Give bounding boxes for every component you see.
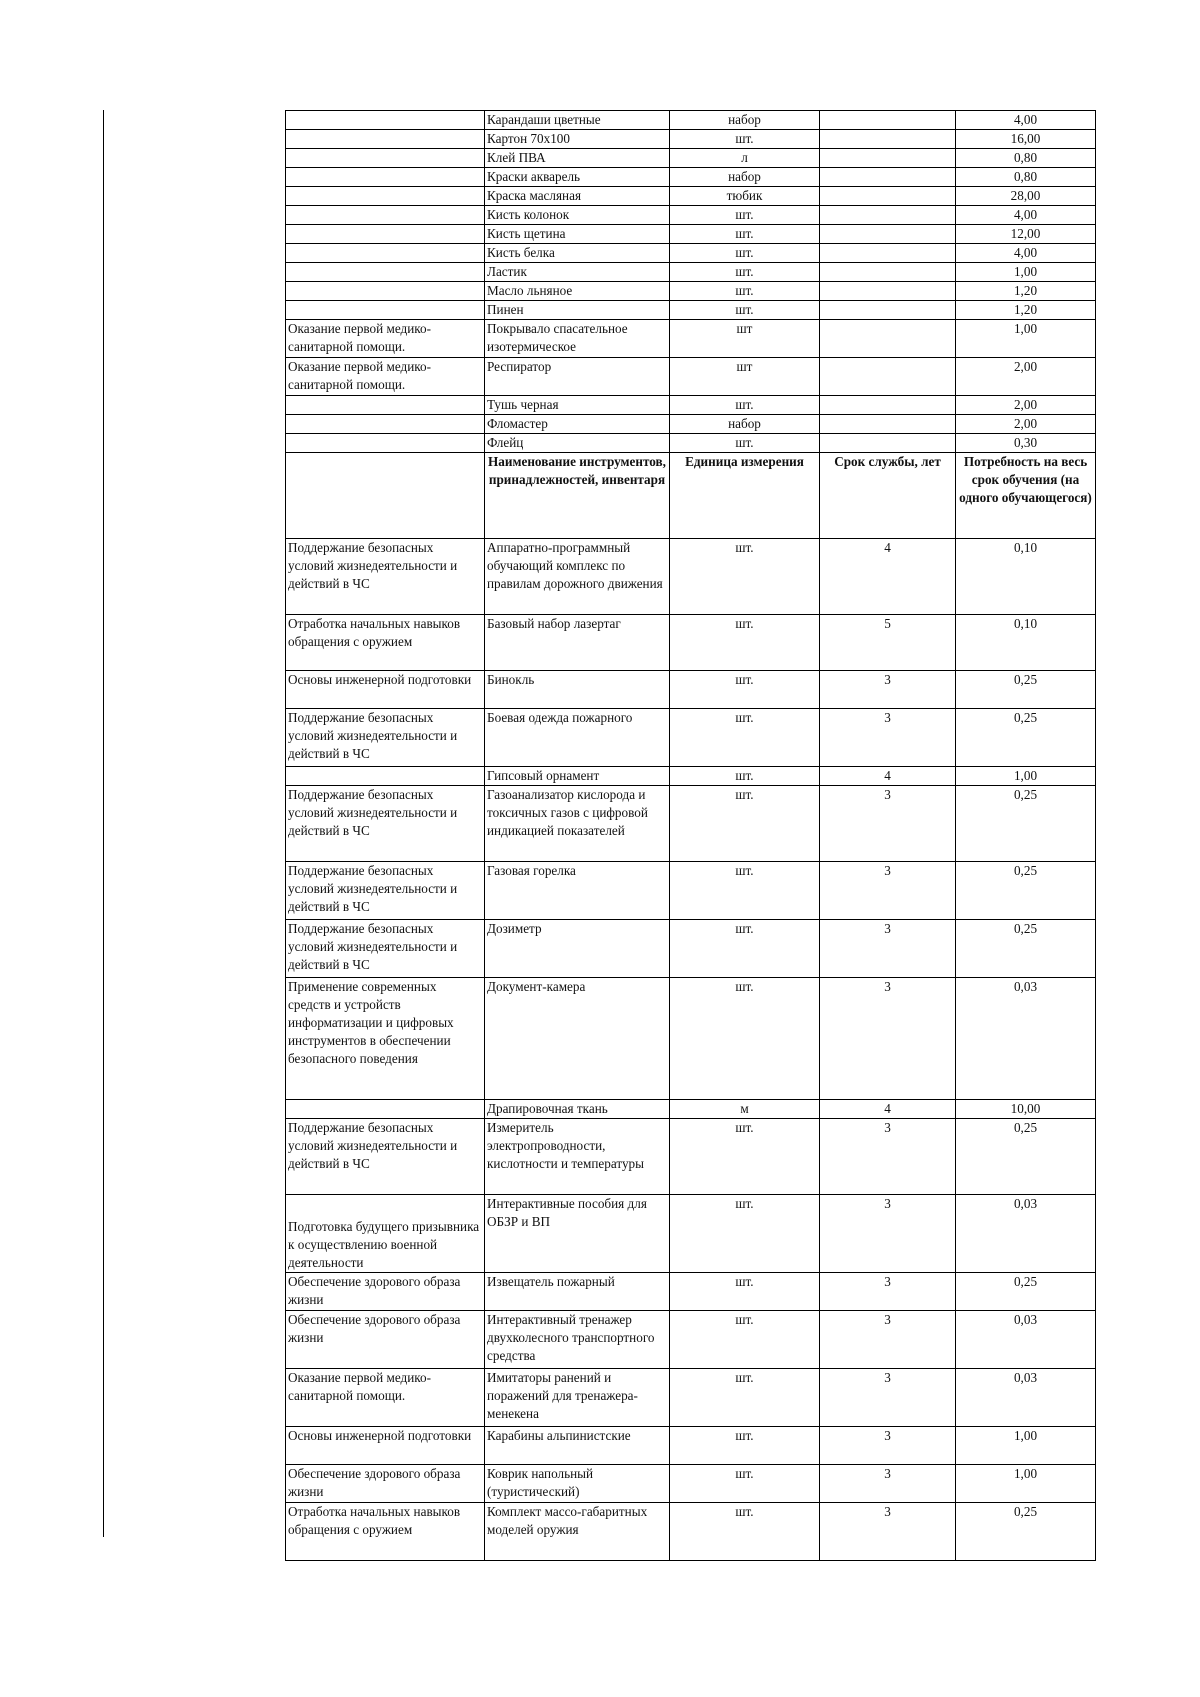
cell-unit: шт. bbox=[670, 671, 820, 709]
cell-name: Пинен bbox=[485, 301, 670, 320]
cell-area: Поддержание безопасных условий жизнедеятельности и действий в ЧС bbox=[286, 709, 485, 767]
table-row bbox=[286, 1369, 1096, 1427]
cell-name: Масло льняное bbox=[485, 282, 670, 301]
cell-unit: шт. bbox=[670, 244, 820, 263]
cell-need: 1,20 bbox=[956, 301, 1096, 320]
cell-name: Клей ПВА bbox=[485, 149, 670, 168]
cell-area: Основы инженерной подготовки bbox=[286, 1427, 485, 1465]
cell-unit: шт. bbox=[670, 978, 820, 1100]
cell-life: 3 bbox=[820, 978, 956, 1100]
table-row bbox=[286, 671, 1096, 709]
cell-area: Поддержание безопасных условий жизнедеятельности и действий в ЧС bbox=[286, 1119, 485, 1195]
cell-unit: л bbox=[670, 149, 820, 168]
cell-unit: м bbox=[670, 1100, 820, 1119]
cell-area: Отработка начальных навыков обращения с оружием bbox=[286, 615, 485, 671]
cell-unit: шт. bbox=[670, 263, 820, 282]
cell-area: Обеспечение здорового образа жизни bbox=[286, 1465, 485, 1503]
table-row bbox=[286, 1311, 1096, 1369]
cell-need: 4,00 bbox=[956, 244, 1096, 263]
cell-unit: шт. bbox=[670, 1195, 820, 1273]
cell-life: 3 bbox=[820, 786, 956, 862]
cell-name: Интерактивные пособия для ОБЗР и ВП bbox=[485, 1195, 670, 1273]
cell-unit: шт. bbox=[670, 396, 820, 415]
header-area bbox=[286, 453, 485, 539]
cell-life: 3 bbox=[820, 1311, 956, 1369]
table-row bbox=[286, 1119, 1096, 1195]
cell-name: Базовый набор лазертаг bbox=[485, 615, 670, 671]
cell-name: Интерактивный тренажер двухколесного транспортного средства bbox=[485, 1311, 670, 1369]
cell-area: Обеспечение здорового образа жизни bbox=[286, 1311, 485, 1369]
cell-unit: шт bbox=[670, 358, 820, 396]
margin-rule bbox=[103, 110, 104, 1537]
cell-life bbox=[820, 320, 956, 358]
cell-area bbox=[286, 130, 485, 149]
cell-need: 1,00 bbox=[956, 263, 1096, 282]
cell-life: 3 bbox=[820, 671, 956, 709]
cell-life bbox=[820, 358, 956, 396]
cell-name: Краска масляная bbox=[485, 187, 670, 206]
cell-need: 0,80 bbox=[956, 149, 1096, 168]
cell-need: 0,03 bbox=[956, 978, 1096, 1100]
cell-unit: шт. bbox=[670, 1311, 820, 1369]
table-row bbox=[286, 709, 1096, 767]
table-row bbox=[286, 301, 1096, 320]
cell-need: 0,10 bbox=[956, 539, 1096, 615]
table-row bbox=[286, 434, 1096, 453]
cell-name: Кисть щетина bbox=[485, 225, 670, 244]
cell-need: 0,80 bbox=[956, 168, 1096, 187]
header-life: Срок службы, лет bbox=[820, 453, 956, 539]
cell-area bbox=[286, 168, 485, 187]
cell-life: 4 bbox=[820, 1100, 956, 1119]
table-row bbox=[286, 862, 1096, 920]
table-row bbox=[286, 1273, 1096, 1311]
cell-need: 0,25 bbox=[956, 1273, 1096, 1311]
cell-need: 0,30 bbox=[956, 434, 1096, 453]
table-row bbox=[286, 615, 1096, 671]
cell-need: 1,00 bbox=[956, 320, 1096, 358]
cell-name: Извещатель пожарный bbox=[485, 1273, 670, 1311]
cell-name: Газоанализатор кислорода и токсичных газов с цифровой индикацией показателей bbox=[485, 786, 670, 862]
cell-name: Бинокль bbox=[485, 671, 670, 709]
table-row bbox=[286, 1100, 1096, 1119]
cell-area: Оказание первой медико-санитарной помощи. bbox=[286, 358, 485, 396]
header-unit: Единица измерения bbox=[670, 453, 820, 539]
cell-life bbox=[820, 396, 956, 415]
table-row bbox=[286, 358, 1096, 396]
cell-name: Тушь черная bbox=[485, 396, 670, 415]
table-row bbox=[286, 786, 1096, 862]
cell-name: Покрывало спасательное изотермическое bbox=[485, 320, 670, 358]
cell-unit: шт. bbox=[670, 767, 820, 786]
cell-area bbox=[286, 111, 485, 130]
cell-unit: шт. bbox=[670, 434, 820, 453]
cell-area bbox=[286, 149, 485, 168]
cell-unit: шт. bbox=[670, 539, 820, 615]
cell-name: Комплект массо-габаритных моделей оружия bbox=[485, 1503, 670, 1561]
cell-unit: шт. bbox=[670, 1119, 820, 1195]
cell-unit: набор bbox=[670, 415, 820, 434]
cell-unit: шт. bbox=[670, 862, 820, 920]
cell-area bbox=[286, 263, 485, 282]
cell-need: 0,10 bbox=[956, 615, 1096, 671]
cell-name: Флейц bbox=[485, 434, 670, 453]
cell-area: Обеспечение здорового образа жизни bbox=[286, 1273, 485, 1311]
cell-area: Применение современных средств и устройств информатизации и цифровых инструментов в обеспечении безопасного поведения bbox=[286, 978, 485, 1100]
cell-need: 0,03 bbox=[956, 1195, 1096, 1273]
cell-unit: шт. bbox=[670, 615, 820, 671]
cell-life: 3 bbox=[820, 1119, 956, 1195]
cell-life bbox=[820, 415, 956, 434]
cell-unit: шт. bbox=[670, 709, 820, 767]
cell-unit: набор bbox=[670, 111, 820, 130]
cell-name: Боевая одежда пожарного bbox=[485, 709, 670, 767]
cell-unit: шт. bbox=[670, 282, 820, 301]
cell-unit: шт. bbox=[670, 786, 820, 862]
table-row bbox=[286, 168, 1096, 187]
cell-life: 3 bbox=[820, 1427, 956, 1465]
cell-area: Основы инженерной подготовки bbox=[286, 671, 485, 709]
table-row bbox=[286, 539, 1096, 615]
cell-area bbox=[286, 206, 485, 225]
cell-area bbox=[286, 767, 485, 786]
header-name: Наименование инструментов, принадлежностей, инвентаря bbox=[485, 453, 670, 539]
table-row bbox=[286, 415, 1096, 434]
header-need: Потребность на весь срок обучения (на одного обучающегося) bbox=[956, 453, 1096, 539]
cell-area: Поддержание безопасных условий жизнедеятельности и действий в ЧС bbox=[286, 862, 485, 920]
cell-life: 3 bbox=[820, 709, 956, 767]
cell-need: 1,00 bbox=[956, 1465, 1096, 1503]
table-body-equipment bbox=[286, 539, 1096, 1561]
table-header-row bbox=[286, 453, 1096, 539]
cell-life bbox=[820, 263, 956, 282]
cell-life: 4 bbox=[820, 767, 956, 786]
cell-unit: тюбик bbox=[670, 187, 820, 206]
cell-name: Гипсовый орнамент bbox=[485, 767, 670, 786]
cell-need: 0,25 bbox=[956, 1503, 1096, 1561]
table-row bbox=[286, 149, 1096, 168]
cell-name: Аппаратно-программный обучающий комплекс по правилам дорожного движения bbox=[485, 539, 670, 615]
cell-name: Карабины альпинистские bbox=[485, 1427, 670, 1465]
cell-area bbox=[286, 244, 485, 263]
table-row bbox=[286, 767, 1096, 786]
cell-name: Картон 70х100 bbox=[485, 130, 670, 149]
cell-need: 0,25 bbox=[956, 862, 1096, 920]
cell-unit: шт. bbox=[670, 1503, 820, 1561]
table-row bbox=[286, 225, 1096, 244]
cell-area bbox=[286, 282, 485, 301]
cell-life bbox=[820, 225, 956, 244]
cell-unit: шт. bbox=[670, 1273, 820, 1311]
cell-need: 2,00 bbox=[956, 415, 1096, 434]
cell-life: 3 bbox=[820, 1273, 956, 1311]
cell-life: 3 bbox=[820, 920, 956, 978]
table-row bbox=[286, 282, 1096, 301]
cell-life bbox=[820, 168, 956, 187]
table-row bbox=[286, 1427, 1096, 1465]
table-row bbox=[286, 1195, 1096, 1273]
cell-area bbox=[286, 434, 485, 453]
cell-name: Фломастер bbox=[485, 415, 670, 434]
cell-area: Отработка начальных навыков обращения с оружием bbox=[286, 1503, 485, 1561]
cell-area bbox=[286, 1100, 485, 1119]
cell-name: Коврик напольный (туристический) bbox=[485, 1465, 670, 1503]
cell-need: 10,00 bbox=[956, 1100, 1096, 1119]
cell-life: 3 bbox=[820, 862, 956, 920]
cell-need: 0,03 bbox=[956, 1369, 1096, 1427]
cell-need: 12,00 bbox=[956, 225, 1096, 244]
cell-name: Ластик bbox=[485, 263, 670, 282]
table-row bbox=[286, 920, 1096, 978]
cell-area: Подготовка будущего призывника к осуществлению военной деятельности bbox=[286, 1195, 485, 1273]
cell-life: 3 bbox=[820, 1369, 956, 1427]
cell-need: 0,25 bbox=[956, 671, 1096, 709]
cell-life bbox=[820, 301, 956, 320]
cell-need: 4,00 bbox=[956, 111, 1096, 130]
cell-name: Кисть белка bbox=[485, 244, 670, 263]
cell-need: 0,25 bbox=[956, 709, 1096, 767]
cell-need: 0,03 bbox=[956, 1311, 1096, 1369]
cell-need: 0,25 bbox=[956, 1119, 1096, 1195]
cell-need: 1,00 bbox=[956, 1427, 1096, 1465]
cell-need: 0,25 bbox=[956, 786, 1096, 862]
table-row bbox=[286, 396, 1096, 415]
cell-unit: шт. bbox=[670, 206, 820, 225]
cell-unit: шт. bbox=[670, 1465, 820, 1503]
cell-life: 4 bbox=[820, 539, 956, 615]
cell-name: Драпировочная ткань bbox=[485, 1100, 670, 1119]
cell-life: 3 bbox=[820, 1195, 956, 1273]
cell-area bbox=[286, 301, 485, 320]
cell-area bbox=[286, 396, 485, 415]
cell-unit: шт. bbox=[670, 301, 820, 320]
cell-area: Поддержание безопасных условий жизнедеятельности и действий в ЧС bbox=[286, 539, 485, 615]
table-row bbox=[286, 1465, 1096, 1503]
cell-unit: шт. bbox=[670, 1369, 820, 1427]
table-header-section bbox=[286, 453, 1096, 539]
cell-name: Имитаторы ранений и поражений для тренажера-менекена bbox=[485, 1369, 670, 1427]
cell-name: Карандаши цветные bbox=[485, 111, 670, 130]
table-body-materials bbox=[286, 111, 1096, 453]
table-row bbox=[286, 187, 1096, 206]
cell-area: Оказание первой медико-санитарной помощи. bbox=[286, 320, 485, 358]
cell-unit: набор bbox=[670, 168, 820, 187]
cell-life: 3 bbox=[820, 1465, 956, 1503]
cell-name: Газовая горелка bbox=[485, 862, 670, 920]
cell-unit: шт bbox=[670, 320, 820, 358]
table-row bbox=[286, 978, 1096, 1100]
cell-unit: шт. bbox=[670, 1427, 820, 1465]
table-row bbox=[286, 320, 1096, 358]
cell-area bbox=[286, 225, 485, 244]
cell-life bbox=[820, 149, 956, 168]
cell-life: 3 bbox=[820, 1503, 956, 1561]
cell-need: 2,00 bbox=[956, 396, 1096, 415]
cell-area: Поддержание безопасных условий жизнедеятельности и действий в ЧС bbox=[286, 786, 485, 862]
cell-name: Измеритель электропроводности, кислотности и температуры bbox=[485, 1119, 670, 1195]
cell-area: Оказание первой медико-санитарной помощи. bbox=[286, 1369, 485, 1427]
cell-life bbox=[820, 206, 956, 225]
cell-unit: шт. bbox=[670, 920, 820, 978]
cell-unit: шт. bbox=[670, 130, 820, 149]
cell-life bbox=[820, 434, 956, 453]
cell-area: Поддержание безопасных условий жизнедеятельности и действий в ЧС bbox=[286, 920, 485, 978]
cell-life bbox=[820, 187, 956, 206]
cell-life bbox=[820, 130, 956, 149]
cell-name: Респиратор bbox=[485, 358, 670, 396]
cell-name: Документ-камера bbox=[485, 978, 670, 1100]
cell-life bbox=[820, 111, 956, 130]
table-row bbox=[286, 111, 1096, 130]
table-row bbox=[286, 130, 1096, 149]
cell-name: Кисть колонок bbox=[485, 206, 670, 225]
equipment-table bbox=[285, 110, 1096, 1561]
cell-name: Краски акварель bbox=[485, 168, 670, 187]
table-row bbox=[286, 263, 1096, 282]
cell-need: 4,00 bbox=[956, 206, 1096, 225]
cell-area bbox=[286, 415, 485, 434]
cell-need: 28,00 bbox=[956, 187, 1096, 206]
cell-need: 1,00 bbox=[956, 767, 1096, 786]
cell-need: 1,20 bbox=[956, 282, 1096, 301]
cell-area bbox=[286, 187, 485, 206]
cell-need: 16,00 bbox=[956, 130, 1096, 149]
cell-life: 5 bbox=[820, 615, 956, 671]
table-row bbox=[286, 206, 1096, 225]
cell-name: Дозиметр bbox=[485, 920, 670, 978]
table-row bbox=[286, 1503, 1096, 1561]
cell-unit: шт. bbox=[670, 225, 820, 244]
cell-need: 0,25 bbox=[956, 920, 1096, 978]
cell-need: 2,00 bbox=[956, 358, 1096, 396]
table-row bbox=[286, 244, 1096, 263]
cell-life bbox=[820, 244, 956, 263]
cell-life bbox=[820, 282, 956, 301]
